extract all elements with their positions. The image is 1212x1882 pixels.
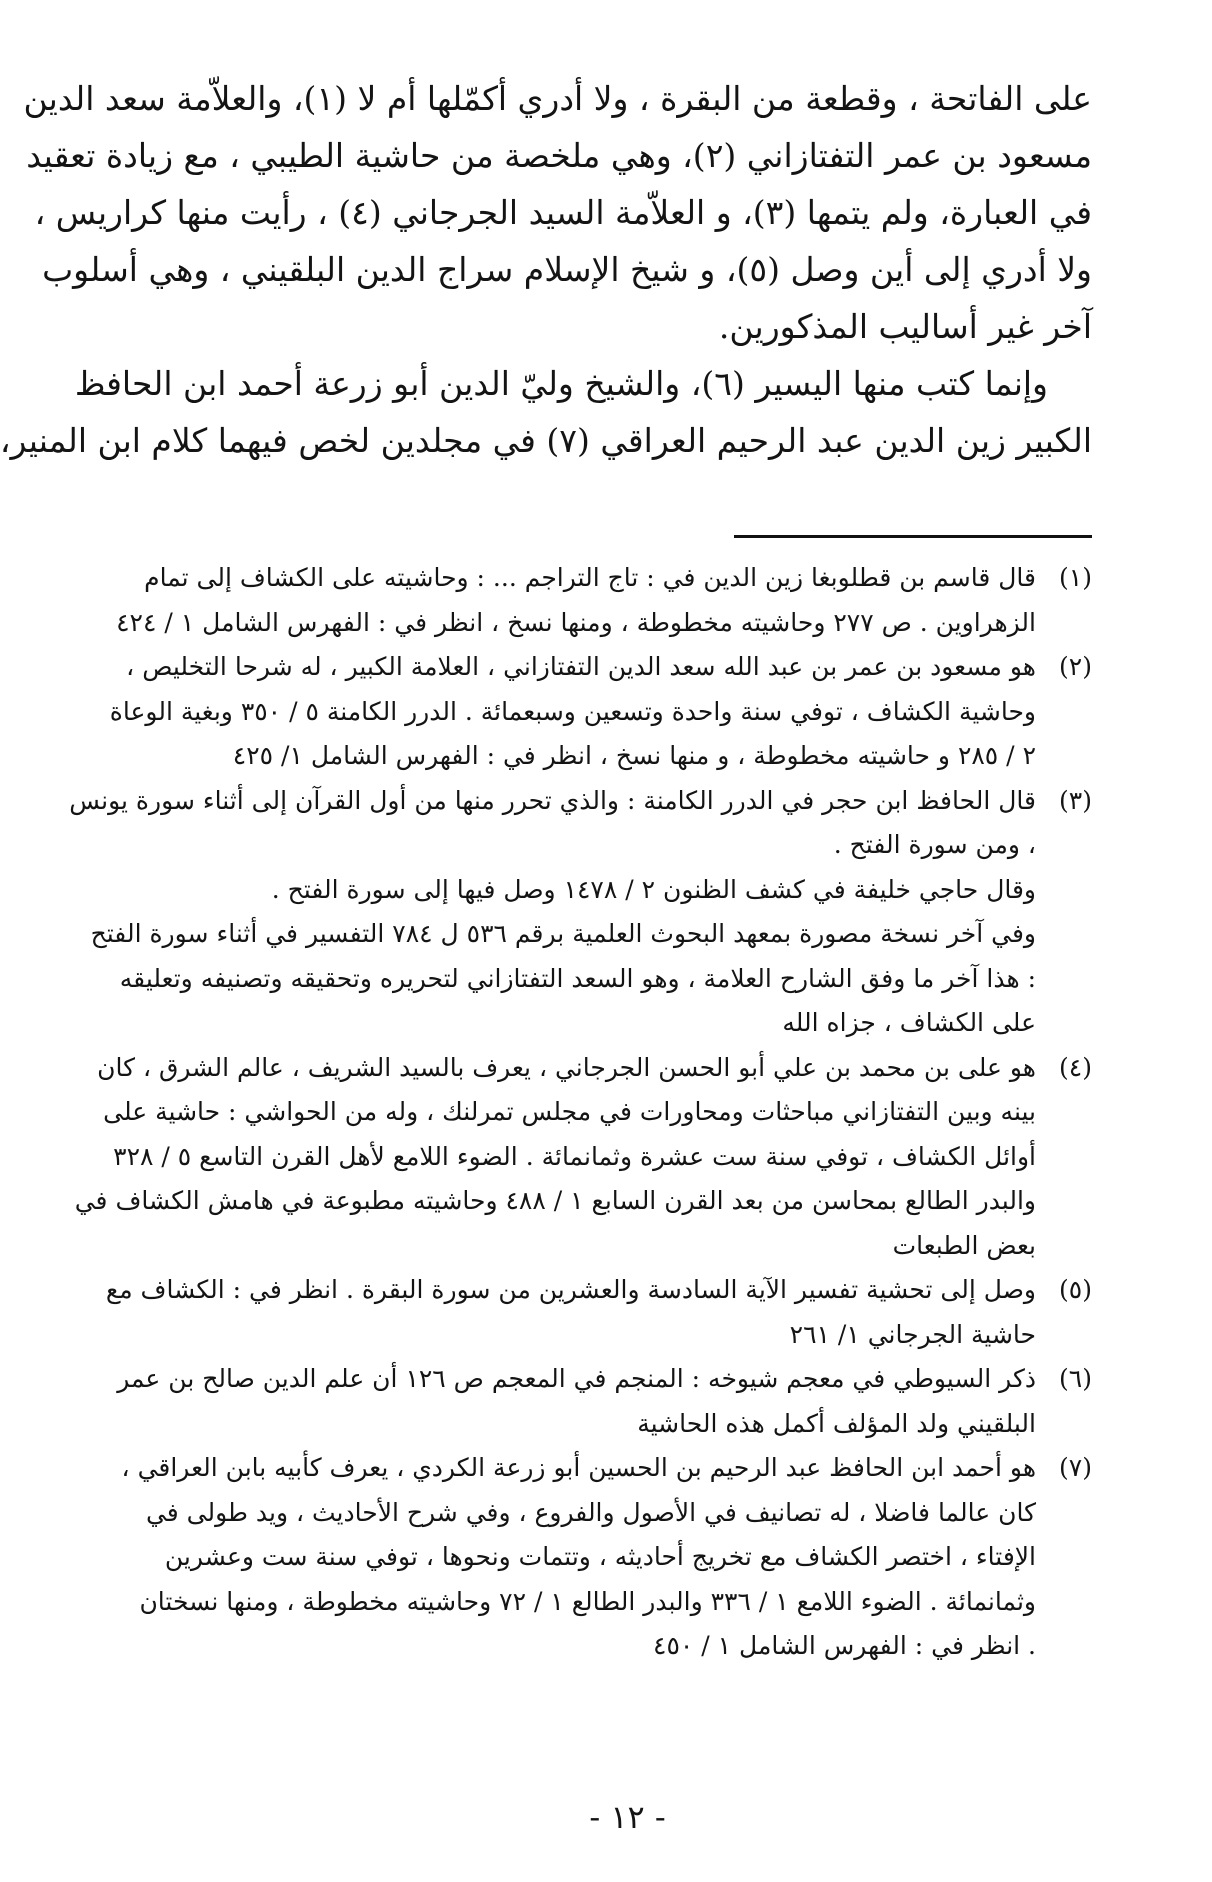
footnote-number: (٤): [1059, 1052, 1092, 1082]
main-text-line: وإنما كتب منها اليسير (٦)، والشيخ وليّ الدين أبو زرعة أحمد ابن الحافظ: [74, 364, 1048, 403]
footnote-line: ، ومن سورة الفتح .: [833, 830, 1036, 859]
footnote-number: (٧): [1059, 1453, 1092, 1482]
footnote-1: [116, 556, 1092, 645]
footnote-line: حاشية الجرجاني ١/ ٢٦١: [789, 1319, 1036, 1349]
footnote-line: البلقيني ولد المؤلف أكمل هذه الحاشية: [637, 1408, 1036, 1438]
footnote-6: [117, 1357, 1092, 1446]
footnote-line: بعض الطبعات: [892, 1230, 1036, 1260]
footnote-3-continuation-b: [90, 912, 1092, 1046]
main-text-line: ولا أدري إلى أين وصل (٥)، و شيخ الإسلام سراج الدين البلقيني ، وهي أسلوب: [42, 250, 1092, 289]
main-text-line: مسعود بن عمر التفتازاني (٢)، وهي ملخصة من حاشية الطيبي ، مع زيادة تعقيد: [26, 136, 1092, 175]
footnote-number: (٦): [1059, 1364, 1092, 1393]
footnote-line: وقال حاجي خليفة في كشف الظنون ٢ / ١٤٧٨ وصل فيها إلى سورة الفتح .: [271, 874, 1036, 904]
footnote-4: [74, 1046, 1092, 1269]
footnote-line: كان عالما فاضلا ، له تصانيف في الأصول والفروع ، وفي شرح الأحاديث ، ويد طولى في: [145, 1497, 1036, 1527]
footnotes-block: [69, 556, 1092, 1669]
footnote-line: بينه وبين التفتازاني مباحثات ومحاورات في مجلس تمرلنك ، وله من الحواشي : حاشية على: [103, 1097, 1036, 1126]
footnote-line: ٢ / ٢٨٥ و حاشيته مخطوطة ، و منها نسخ ، انظر في : الفهرس الشامل ١/ ٤٢٥: [232, 741, 1036, 770]
footnote-line: وفي آخر نسخة مصورة بمعهد البحوث العلمية برقم ٥٣٦ ل ٧٨٤ التفسير في أثناء سورة الفتح: [90, 919, 1036, 948]
footnote-line: وثمانمائة . الضوء اللامع ١ / ٣٣٦ والبدر الطالع ١ / ٧٢ وحاشيته مخطوطة ، ومنها نسختان: [139, 1586, 1036, 1616]
footnote-line: : هذا آخر ما وفق الشارح العلامة ، وهو السعد التفتازاني لتحريره وتحقيقه وتصنيفه وتعليقه: [119, 963, 1036, 993]
footnote-line: قال الحافظ ابن حجر في الدرر الكامنة : والذي تحرر منها من أول القرآن إلى أثناء سورة يونس: [69, 785, 1036, 815]
footnote-line: والبدر الطالع بمحاسن من بعد القرن السابع ١ / ٤٨٨ وحاشيته مطبوعة في هامش الكشاف في: [74, 1186, 1036, 1215]
footnote-2: [109, 645, 1092, 779]
footnote-line: وصل إلى تحشية تفسير الآية السادسة والعشرين من سورة البقرة . انظر في : الكشاف مع: [105, 1275, 1036, 1304]
footnote-line: . انظر في : الفهرس الشامل ١ / ٤٥٠: [653, 1631, 1036, 1660]
footnote-line: على الكشاف ، جزاه الله: [782, 1008, 1036, 1037]
footnote-number: (٥): [1059, 1275, 1092, 1304]
footnote-7: [121, 1446, 1092, 1669]
footnote-line: أوائل الكشاف ، توفي سنة ست عشرة وثمانمائة . الضوء اللامع لأهل القرن التاسع ٥ / ٣٢٨: [113, 1141, 1036, 1171]
footnote-line: ذكر السيوطي في معجم شيوخه : المنجم في المعجم ص ١٢٦ أن علم الدين صالح بن عمر: [117, 1364, 1036, 1393]
main-text-line: في العبارة، ولم يتمها (٣)، و العلاّمة السيد الجرجاني (٤) ، رأيت منها كراريس ،: [34, 193, 1092, 232]
footnote-3-continuation-a: [192, 868, 1092, 913]
footnote-line: قال قاسم بن قطلوبغا زين الدين في : تاج التراجم ... : وحاشيته على الكشاف إلى تمام: [144, 563, 1036, 592]
main-text-line: آخر غير أساليب المذكورين.: [718, 307, 1092, 346]
footnote-line: الإفتاء ، اختصر الكشاف مع تخريج أحاديثه ، وتتمات ونحوها ، توفي سنة ست وعشرين: [164, 1542, 1036, 1571]
footnote-3: [69, 779, 1092, 868]
main-text-line: الكبير زين الدين عبد الرحيم العراقي (٧) في مجلدين لخص فيهما كلام ابن المنير،: [0, 421, 1092, 460]
footnote-number: (١): [1059, 563, 1092, 592]
main-text-block: [0, 70, 1092, 469]
page-number: - ١٢ -: [589, 1798, 666, 1836]
footnote-line: هو على بن محمد بن علي أبو الحسن الجرجاني ، يعرف بالسيد الشريف ، عالم الشرق ، كان: [97, 1052, 1036, 1082]
footnote-line: هو مسعود بن عمر بن عبد الله سعد الدين التفتازاني ، العلامة الكبير ، له شرحا التخليص ،: [126, 652, 1036, 681]
footnote-5: [105, 1268, 1092, 1357]
footnote-line: وحاشية الكشاف ، توفي سنة واحدة وتسعين وسبعمائة . الدرر الكامنة ٥ / ٣٥٠ وبغية الوعاة: [109, 696, 1036, 726]
footnote-number: (٢): [1059, 652, 1092, 681]
main-text-line: على الفاتحة ، وقطعة من البقرة ، ولا أدري أكمّلها أم لا (١)، والعلاّمة سعد الدين: [23, 79, 1092, 118]
footnote-line: الزهراوين . ص ٢٧٧ وحاشيته مخطوطة ، ومنها نسخ ، انظر في : الفهرس الشامل ١ / ٤٢٤: [116, 607, 1036, 637]
footnote-number: (٣): [1059, 785, 1092, 815]
footnote-line: هو أحمد ابن الحافظ عبد الرحيم بن الحسين أبو زرعة الكردي ، يعرف كأبيه بابن العراقي ،: [121, 1453, 1036, 1482]
footnote-separator: [734, 535, 1092, 538]
